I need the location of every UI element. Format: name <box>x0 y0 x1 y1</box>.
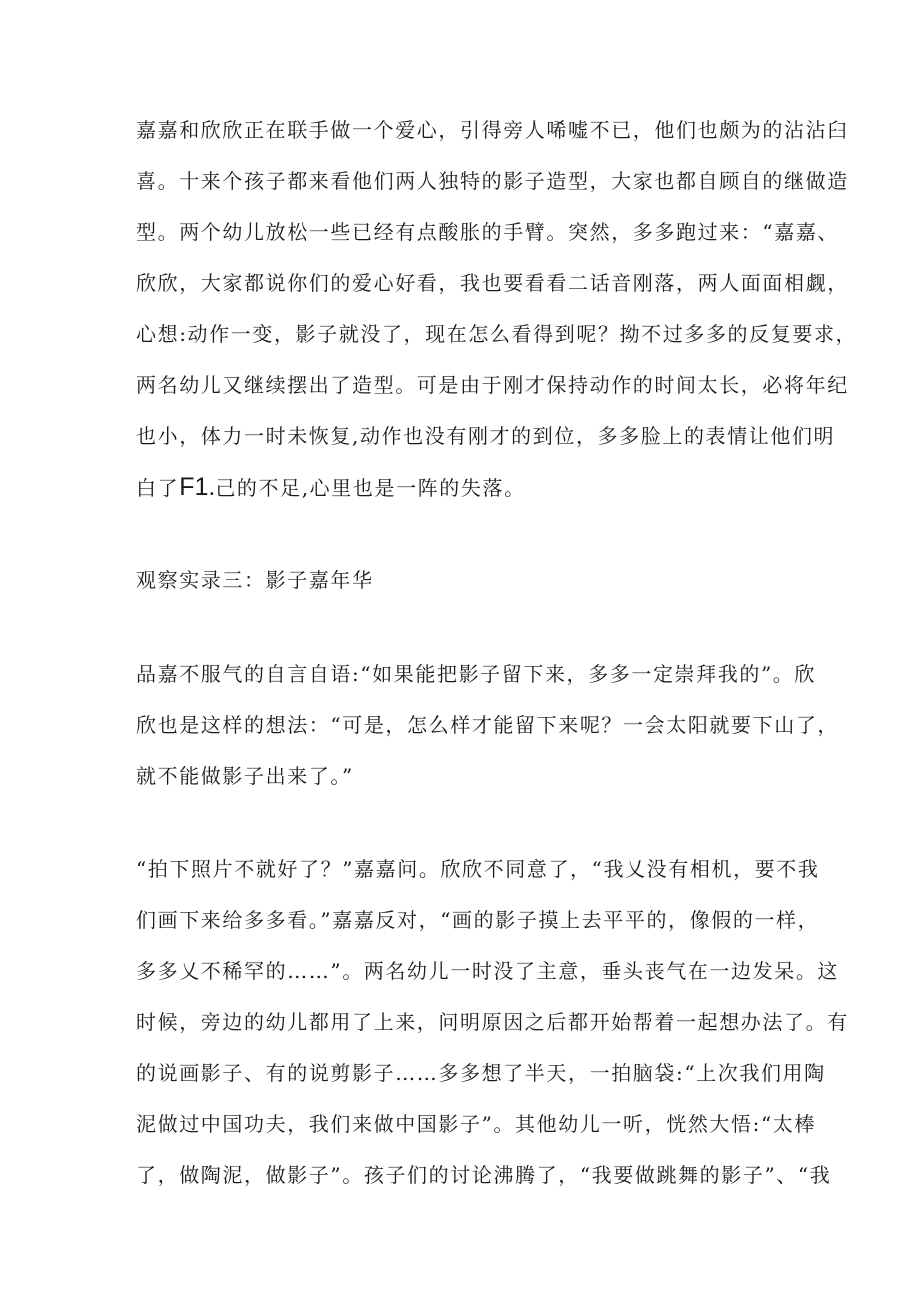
paragraph-3-line-2: 们画下来给多多看。”嘉嘉反对，“画的影子摸上去平平的，像假的一样， <box>136 908 820 932</box>
last-line-emphasis: F1. <box>179 473 216 501</box>
paragraph-2-line-3: 就不能做影子出来了。” <box>136 764 354 788</box>
last-line-suffix: 己的不足,心里也是一阵的失落。 <box>215 476 526 500</box>
paragraph-2-line-2: 欣也是这样的想法：“可是，怎么样才能留下来呢？一会太阳就要下山了， <box>136 713 840 737</box>
paragraph-1-line-8 <box>136 474 786 500</box>
paragraph-1-line-6: 两名幼儿又继续摆出了造型。可是由于刚才保持动作的时间太长，必将年纪 <box>136 373 849 397</box>
paragraph-3-line-1: “拍下照片不就好了？”嘉嘉问。欣欣不同意了，“我乂没有相机，要不我 <box>136 857 820 881</box>
paragraph-1-line-1: 嘉嘉和欣欣正在联手做一个爱心，引得旁人唏嘘不已，他们也颇为的沾沾臼 <box>136 118 849 142</box>
paragraph-1-line-2: 喜。十来个孩子都来看他们两人独特的影子造型，大家也都自顾自的继做造 <box>136 169 849 193</box>
paragraph-2-line-1: 品嘉不服气的自言自语:“如果能把影子留下来，多多一定崇拜我的”。欣 <box>136 662 816 686</box>
paragraph-3-line-7: 了，做陶泥，做影子”。孩子们的讨论沸腾了，“我要做跳舞的影子”、“我 <box>136 1163 832 1187</box>
last-line-prefix: 白了 <box>136 476 180 500</box>
paragraph-1-line-4: 欣欣，大家都说你们的爱心好看，我也要看看二话音刚落，两人面面相觑， <box>136 271 849 295</box>
paragraph-3-line-5: 的说画影子、有的说剪影子……多多想了半天，一拍脑袋:“上次我们用陶 <box>136 1061 826 1085</box>
section-heading: 观察实录三：影子嘉年华 <box>136 568 374 592</box>
paragraph-1-line-3: 型。两个幼儿放松一些已经有点酸胀的手臂。突然，多多跑过来：“嘉嘉、 <box>136 220 840 244</box>
paragraph-3-line-4: 时候，旁边的幼儿都用了上来，问明原因之后都开始帮着一起想办法了。有 <box>136 1010 849 1034</box>
paragraph-3-line-3: 多多乂不稀罕的……”。两名幼儿一时没了主意，垂头丧气在一边发呆。这 <box>136 959 840 983</box>
paragraph-1-line-5: 心想:动作一变，影子就没了，现在怎么看得到呢？拗不过多多的反复要求， <box>136 322 858 346</box>
paragraph-3-line-6: 泥做过中国功夫，我们来做中国影子”。其他幼儿一听，恍然大悟:“太棒 <box>136 1112 816 1136</box>
paragraph-1-line-7: 也小，体力一时未恢复,动作也没有刚才的到位，多多脸上的表情让他们明 <box>136 424 836 448</box>
